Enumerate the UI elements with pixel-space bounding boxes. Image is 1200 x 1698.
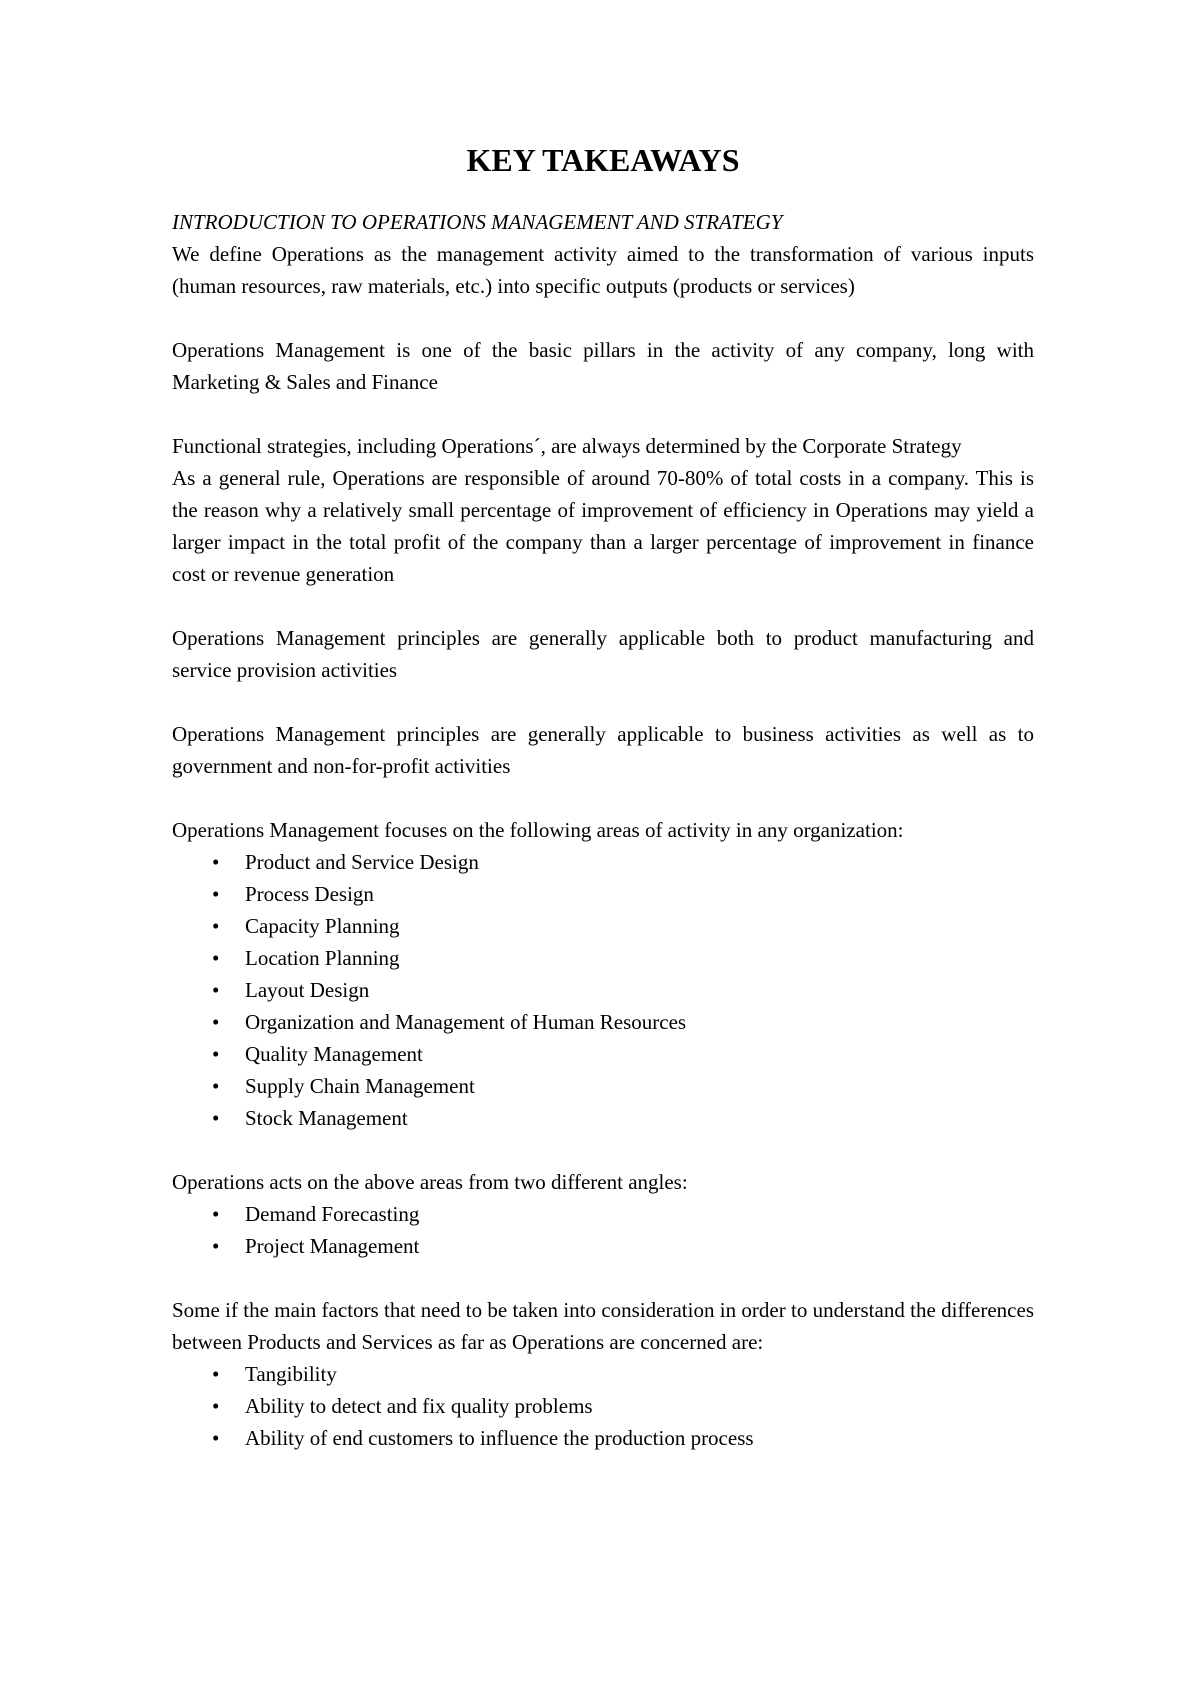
section-heading: INTRODUCTION TO OPERATIONS MANAGEMENT AND STRATEGY [172,210,783,234]
bullet-icon: • [212,1234,220,1258]
list-item: • Organization and Management of Human Resources [172,1006,1034,1038]
list-item: • Capacity Planning [172,910,1034,942]
paragraph-operations-definition: We define Operations as the management activity aimed to the transformation of various inputs (human resources, raw materials, etc.) into specific outputs (products or services) [172,242,1034,298]
angles-list [172,1198,1034,1262]
paragraph-manufacturing-service: Operations Management principles are generally applicable both to product manufacturing and service provision activities [172,626,1034,682]
bullet-icon: • [212,1010,220,1034]
paragraph-basic-pillars: Operations Management is one of the basic pillars in the activity of any company, long with Marketing & Sales and Finance [172,338,1034,394]
bullet-icon: • [212,850,220,874]
list-item: • Ability of end customers to influence the production process [172,1422,1034,1454]
list-item: • Tangibility [172,1358,1034,1390]
bullet-icon: • [212,914,220,938]
paragraph-products-services-factors: Some if the main factors that need to be taken into consideration in order to understand the differences between Products and Services as far as Operations are concerned are: [172,1298,1034,1354]
bullet-icon: • [212,1042,220,1066]
bullet-icon: • [212,1362,220,1386]
document-title: KEY TAKEAWAYS [466,142,740,178]
paragraph-angles-intro: Operations acts on the above areas from two different angles: [172,1170,688,1194]
list-item: • Quality Management [172,1038,1034,1070]
list-item: • Project Management [172,1230,1034,1262]
bullet-icon: • [212,882,220,906]
list-item: • Process Design [172,878,1034,910]
list-item: • Stock Management [172,1102,1034,1134]
paragraph-total-costs: As a general rule, Operations are responsible of around 70-80% of total costs in a company. This is the reason why a relatively small percentage of improvement of efficiency in Operations may yield a larger impact in the total profit of the company than a larger percentage of improvement in finance cost or revenue generation [172,466,1034,586]
paragraph-business-government: Operations Management principles are generally applicable to business activities as well as to government and non-for-profit activities [172,722,1034,778]
factors-list [172,1358,1034,1454]
bullet-icon: • [212,1394,220,1418]
list-item: • Ability to detect and fix quality problems [172,1390,1034,1422]
bullet-icon: • [212,978,220,1002]
paragraph-areas-intro: Operations Management focuses on the following areas of activity in any organization: [172,818,904,842]
document-page [172,140,1034,1454]
list-item: • Product and Service Design [172,846,1034,878]
bullet-icon: • [212,946,220,970]
areas-list [172,846,1034,1134]
list-item: • Location Planning [172,942,1034,974]
list-item: • Layout Design [172,974,1034,1006]
list-item: • Demand Forecasting [172,1198,1034,1230]
bullet-icon: • [212,1426,220,1450]
list-item: • Supply Chain Management [172,1070,1034,1102]
bullet-icon: • [212,1074,220,1098]
bullet-icon: • [212,1202,220,1226]
paragraph-functional-strategies: Functional strategies, including Operations´, are always determined by the Corporate Strategy [172,434,962,458]
bullet-icon: • [212,1106,220,1130]
